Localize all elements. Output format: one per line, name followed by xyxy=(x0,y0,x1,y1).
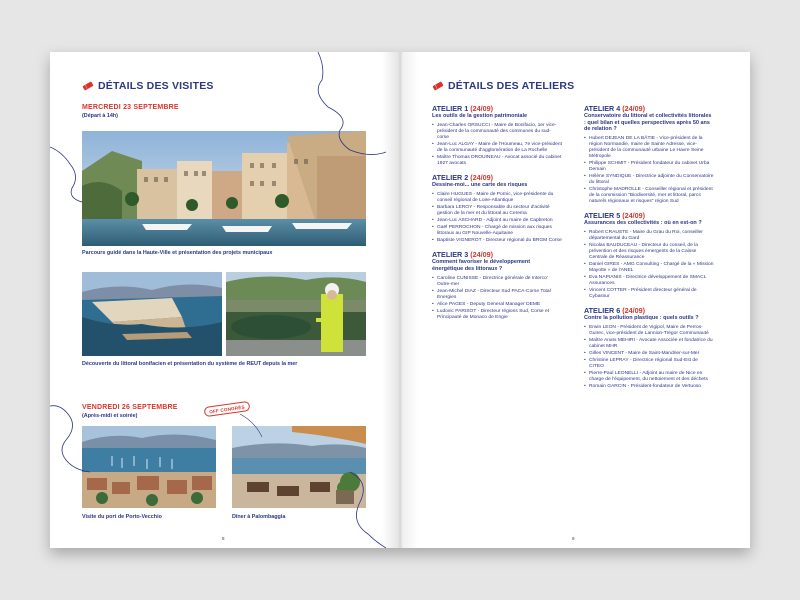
caption-haute-ville: Parcours guidé dans la Haute-Ville et présentation des projets municipaux xyxy=(82,250,273,256)
atelier-title xyxy=(432,105,562,113)
speaker-item: • Pierre-Paul LEONELLI - Adjoint au maire de Nice en charge de l'équipement, du nettoiement et des déchets xyxy=(584,371,714,383)
photo-bonifacio-cliffs xyxy=(82,272,222,356)
speaker-list xyxy=(584,325,714,390)
speaker-list xyxy=(584,230,714,300)
right-page-number: 9 xyxy=(572,536,575,541)
atelier-date: (24/09) xyxy=(470,104,493,113)
atelier-title xyxy=(432,174,562,182)
speaker-item: • Barbara LEROY - Responsable du secteur d'activité gestion de la mer et du littoral au Cerema xyxy=(432,205,562,217)
atelier-description: Conservatoire du littoral et collectivités littorales : quel bilan et quelles perspectives après 50 ans de relation ? xyxy=(584,113,712,133)
photo-reut-station xyxy=(226,272,366,356)
atelier-date: (24/09) xyxy=(622,305,645,315)
speaker-item: • Robert CRAUSTE - Maire du Grau du Roi, conseiller départemental du Gard xyxy=(584,230,714,242)
speaker-item: • Gaël PERROCHON - Chargé de mission aux risques littoraux au GIP Nouvelle-Aquitaine xyxy=(432,225,562,237)
off-congres-badge: OFF CONGRÈS xyxy=(204,401,251,417)
caption-littoral-reut: Découverte du littoral bonifacien et présentation du système de REUT depuis la mer xyxy=(82,361,298,367)
speaker-item: • Maître Anaïs MEHIRI - Avocate Associée et fondatrice du cabinet MHR xyxy=(584,338,714,350)
ateliers-column-left xyxy=(432,105,562,328)
atelier-title xyxy=(584,307,714,315)
atelier-date: (24/09) xyxy=(470,172,493,182)
left-page xyxy=(50,52,400,548)
speaker-item: • Eva NAPIANIS - Directrice développement de SMACL Assurances xyxy=(584,275,714,287)
photo-palombaggia xyxy=(232,426,366,508)
atelier-title xyxy=(432,251,562,259)
speaker-item: • Jean-Luc ALGAY - Maire de l'Houmeau, 7e vice-président de la communauté d'agglomération de La Rochelle xyxy=(432,142,562,154)
atelier-label: ATELIER 3 xyxy=(432,249,469,259)
atelier-4 xyxy=(584,105,714,205)
speaker-item: • Alice PAGES - Deputy General Manager DEME xyxy=(432,302,562,308)
atelier-label: ATELIER 1 xyxy=(432,104,469,113)
atelier-date: (24/09) xyxy=(622,210,645,220)
speaker-item: • Christine LEPRAY - Directrice régional Sud-Est de CITEO xyxy=(584,358,714,370)
atelier-description: Comment favoriser le développement énergétique des littoraux ? xyxy=(432,258,531,272)
atelier-5 xyxy=(584,212,714,300)
speaker-item: • Baptiste VIGNEROT - Directeur régional du BRGM Corse xyxy=(432,238,562,244)
atelier-date: (24/09) xyxy=(470,249,493,259)
left-page-number: 8 xyxy=(222,536,225,541)
speaker-item: • Christophe MADROLLE - Conseiller régional et président de la commission "Biodiversité, mer et littoral, parcs naturels régionaux et risques" région Sud xyxy=(584,187,714,205)
atelier-label: ATELIER 4 xyxy=(584,104,621,113)
speaker-list xyxy=(432,192,562,244)
atelier-2 xyxy=(432,174,562,244)
speaker-item: • Caroline CUNISSE - Directrice générale de Interco' Outre-mer xyxy=(432,276,562,288)
speaker-list xyxy=(432,123,562,167)
speaker-item: • Hélène SYNDIQUE - Directrice adjointe du Conservatoire du littoral xyxy=(584,174,714,186)
speaker-item: • Erwin LEON - Président de Vigipol, Maire de Perros-Guirec, vice-président de Lannion-Trégor Communauté xyxy=(584,325,714,337)
speaker-list xyxy=(432,276,562,321)
atelier-label: ATELIER 2 xyxy=(432,172,469,182)
atelier-date: (24/09) xyxy=(622,104,645,113)
speaker-item: • Gilles VINCENT - Maire de Saint-Mandrier-sur-Mer xyxy=(584,351,714,357)
ateliers-column-right xyxy=(584,105,714,397)
day1-subtitle: (Départ à 14h) xyxy=(82,113,118,119)
photo-porto-vecchio xyxy=(82,426,216,508)
atelier-1 xyxy=(432,105,562,167)
speaker-item: • Vincent COTTER - Président directeur général de Cybassur xyxy=(584,288,714,300)
speaker-item: • Daniel GIRES - AMG Consulting - Chargé de la « Mission Mayotte » de l'ANEL xyxy=(584,262,714,274)
speaker-item: • Ludovic PARISOT - Directeur régions Sud, Corse et Principauté de Monaco de Engie xyxy=(432,309,562,321)
speaker-item: • Jean-Luc ASCHARD - Adjoint au maire de Capbreton xyxy=(432,218,562,224)
caption-palombaggia: Dîner à Palombaggia xyxy=(232,514,286,520)
photo-bonifacio-harbor xyxy=(82,131,366,246)
right-page xyxy=(400,52,750,548)
speaker-item: • Nicolas BAUDUCEAU - Directeur du conseil, de la prévention et des risques émergents de la Caisse Centrale de Réassurance xyxy=(584,243,714,261)
caption-porto-vecchio: Visite du port de Porto-Vecchio xyxy=(82,514,162,520)
atelier-description: Les outils de la gestion patrimoniale xyxy=(432,113,528,119)
day2-subtitle: (Après-midi et soirée) xyxy=(82,413,138,419)
visites-heading-text: DÉTAILS DES VISITES xyxy=(98,80,214,92)
speaker-item: • Maître Thomas DROUINEAU - Avocat associé du cabinet 1927 avocats xyxy=(432,155,562,167)
brochure-spread xyxy=(50,52,750,548)
speaker-item: • Jean-Michel DIAZ - Directeur Sud PACA-Corse Total Energies xyxy=(432,289,562,301)
speaker-item: • Hubert DEJEAN DE LA BÂTIE - Vice-président de la région Normandie, maire de Sainte Adresse, vice-président de la communauté urbaine Le Havre Seine Métropole xyxy=(584,136,714,160)
speaker-item: • Claire HUGUES - Maire de Pornic, vice-présidente du conseil régional de Loire-Atlantique xyxy=(432,192,562,204)
visites-heading xyxy=(82,80,214,92)
ateliers-heading xyxy=(432,80,574,92)
atelier-label: ATELIER 6 xyxy=(584,305,621,315)
atelier-description: Assurances des collectivités : où en est-on ? xyxy=(584,219,702,226)
speaker-list xyxy=(584,136,714,205)
atelier-6 xyxy=(584,307,714,390)
atelier-description: Contre la pollution plastique : quels outils ? xyxy=(584,314,699,321)
atelier-title xyxy=(584,105,714,113)
speaker-item: • Philippe SCHMIT - Président fondateur du cabinet Urba Demain xyxy=(584,161,714,173)
day1-title: MERCREDI 23 SEPTEMBRE xyxy=(82,104,179,111)
ateliers-heading-text: DÉTAILS DES ATELIERS xyxy=(448,80,575,92)
speaker-item: • Jean-Charles ORSUCCI - Maire de Bonifacio, 1er vice-président de la communauté des communes du sud-corse xyxy=(432,123,562,141)
speaker-item: • Romain GARCIN - Président-fondateur de Vertuoso xyxy=(584,384,714,390)
atelier-3 xyxy=(432,251,562,321)
ticket-icon xyxy=(432,81,444,91)
ticket-icon xyxy=(82,81,94,91)
day2-title: VENDREDI 26 SEPTEMBRE xyxy=(82,404,178,411)
atelier-description: Dessine-moi... une carte des risques xyxy=(432,181,528,188)
atelier-title xyxy=(584,212,714,220)
atelier-label: ATELIER 5 xyxy=(584,210,621,220)
